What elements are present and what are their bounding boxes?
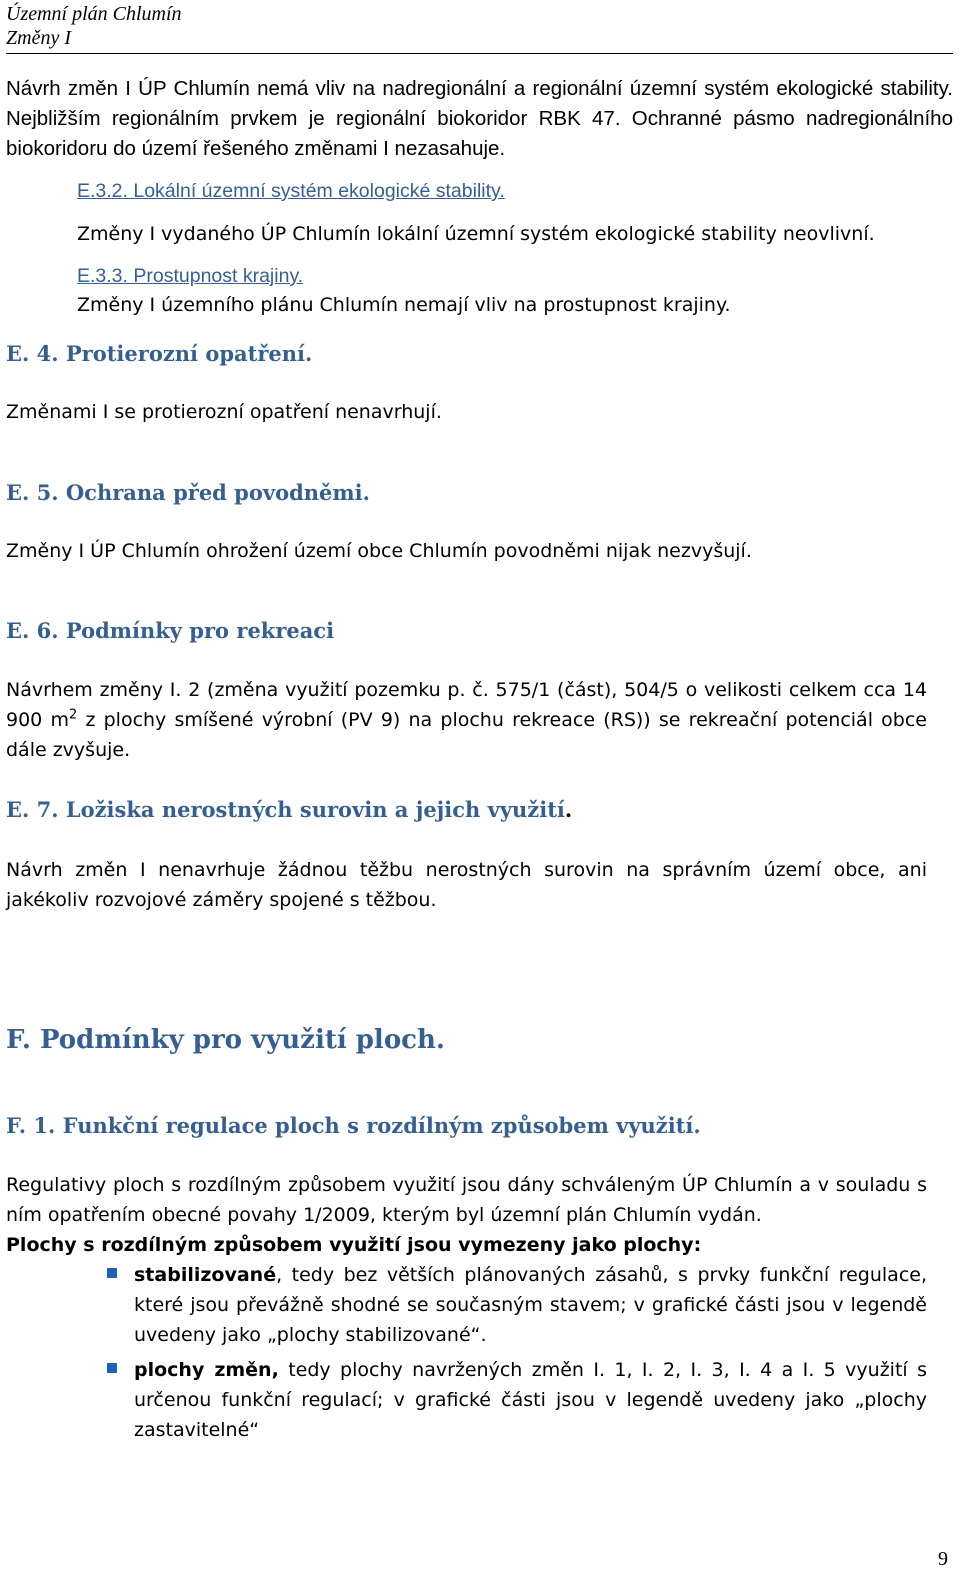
- e7-heading-dot: .: [564, 797, 573, 822]
- section-text-e7: Návrh změn I nenavrhuje žádnou těžbu nerostných surovin na správním území obce, ani jakékoliv rozvojové záměry spojené s těžbou.: [6, 859, 927, 911]
- chapter-heading-f: F. Podmínky pro využití ploch.: [6, 1025, 445, 1055]
- list-item-bold: plochy změn,: [134, 1359, 279, 1381]
- header-title: Územní plán Chlumín: [6, 3, 182, 25]
- e6-text-part1: Návrhem změny I. 2 (změna využití pozemku p. č. 575/1 (část), 504/5 o velikosti celkem cca 14 900 m: [6, 679, 927, 731]
- section-heading-e5: E. 5. Ochrana před povodněmi.: [6, 480, 370, 505]
- page-number: 9: [938, 1548, 948, 1570]
- section-text-e4: Změnami I se protierozní opatření nenavrhují.: [6, 401, 442, 423]
- header-subtitle: Změny I: [6, 27, 71, 49]
- section-heading-f1: F. 1. Funkční regulace ploch s rozdílným způsobem využití.: [6, 1113, 701, 1138]
- list-item-text: , tedy bez větších plánovaných zásahů, s prvky funkční regulace, které jsou převážně shodné se současným stavem; v grafické části jsou v legendě uvedeny jako „plochy stabilizované“.: [134, 1264, 927, 1346]
- section-heading-e6: E. 6. Podmínky pro rekreaci: [6, 618, 335, 643]
- e7-heading-text: E. 7. Ložiska nerostných surovin a jejich využití: [6, 797, 565, 822]
- bullet-marker: [107, 1363, 117, 1373]
- section-heading-e33: E.3.3. Prostupnost krajiny.: [77, 265, 304, 287]
- e6-text-part2: z plochy smíšené výrobní (PV 9) na plochu rekreace (RS)) se rekreační potenciál obce dále zvyšuje.: [6, 709, 927, 761]
- list-item-bold: stabilizované: [134, 1264, 277, 1286]
- section-heading-e4: E. 4. Protierozní opatření.: [6, 341, 313, 366]
- f1-bold-intro: Plochy s rozdílným způsobem využití jsou vymezeny jako plochy:: [6, 1234, 702, 1256]
- e6-superscript: 2: [68, 707, 78, 723]
- list-item-text: tedy plochy navržených změn I. 1, I. 2, I. 3, I. 4 a I. 5 využití s určenou funkční regulací; v grafické části jsou v legendě uvedeny jako „plochy zastavitelné“: [134, 1359, 927, 1441]
- list-item: [134, 1260, 927, 1350]
- header-divider: [6, 53, 953, 54]
- bullet-marker: [107, 1268, 117, 1278]
- section-text-f1: Regulativy ploch s rozdílným způsobem využití jsou dány schváleným ÚP Chlumín a v souladu s ním opatřením obecné povahy 1/2009, kterým byl územní plán Chlumín vydán.: [6, 1174, 927, 1226]
- section-text-e5: Změny I ÚP Chlumín ohrožení území obce Chlumín povodněmi nijak nezvyšují.: [6, 540, 752, 562]
- section-text-e33: Změny I územního plánu Chlumín nemají vliv na prostupnost krajiny.: [77, 294, 731, 316]
- section-text-e6: [6, 675, 927, 765]
- intro-paragraph: Návrh změn I ÚP Chlumín nemá vliv na nadregionální a regionální územní systém ekologické stability. Nejbližším regionálním prvkem je regionální biokoridor RBK 47. Ochranné pásmo nadregionálního biokoridoru do území řešeného změnami I nezasahuje.: [6, 77, 953, 160]
- list-item: [134, 1355, 927, 1445]
- section-heading-e32: E.3.2. Lokální územní systém ekologické stability.: [77, 180, 505, 202]
- section-heading-e7: [6, 795, 572, 825]
- section-text-e32: Změny I vydaného ÚP Chlumín lokální územní systém ekologické stability neovlivní.: [77, 223, 875, 245]
